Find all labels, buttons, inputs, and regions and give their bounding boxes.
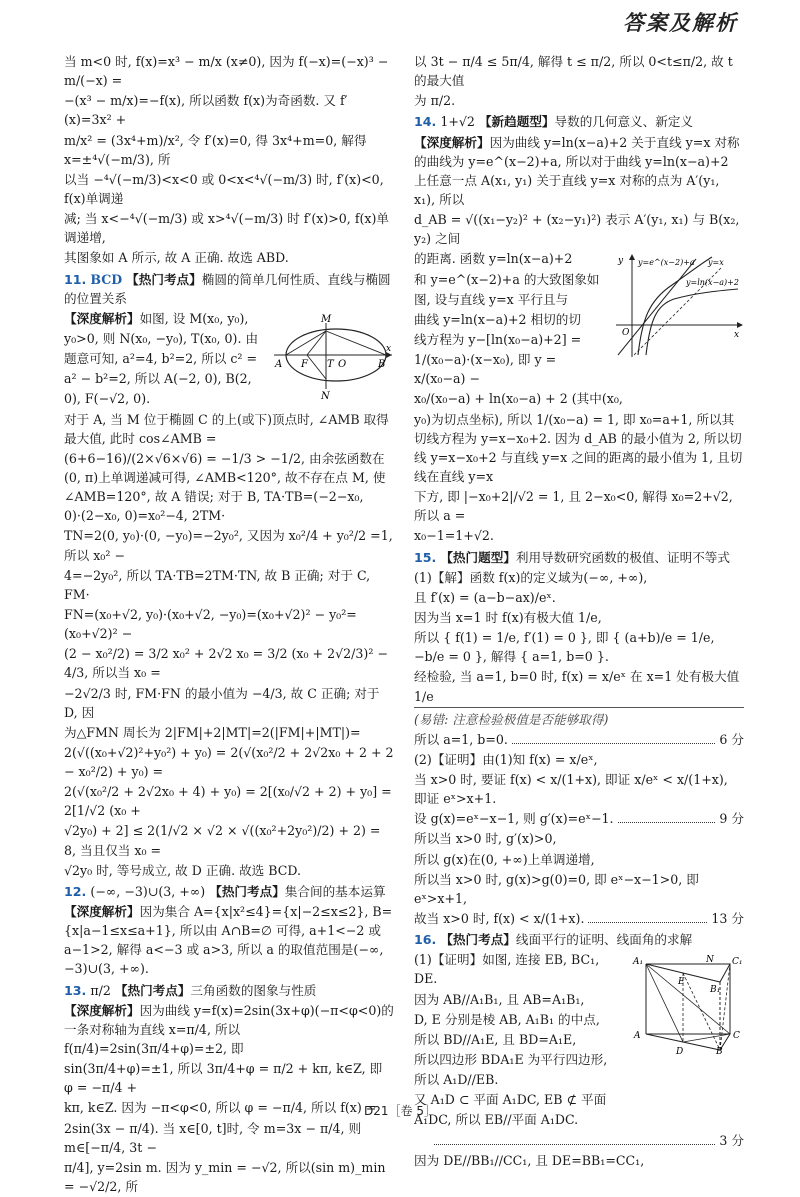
score-line bbox=[414, 1131, 744, 1150]
text-span: 因为曲线 y=f(x)=2sin(3x+φ)(−π<φ<0)的一条对称轴为直线 x=π/4, 所以 f(π/4)=2sin(3π/4+φ)=±2, 即 bbox=[64, 1002, 394, 1057]
text-line: 2(√((x₀+√2)²+y₀²) + y₀) = 2(√(x₀²/2 + 2√2x₀ + 2 + 2 − x₀²/2) + y₀) = bbox=[64, 744, 394, 780]
label-d: D bbox=[676, 1047, 684, 1057]
question-number: 12. bbox=[64, 883, 87, 899]
question-number: 11. bbox=[64, 271, 87, 287]
label-c: C bbox=[733, 1031, 740, 1042]
text-line: 且 f′(x) = (a−b−ax)/eˣ. bbox=[414, 589, 556, 605]
label-o: O bbox=[338, 358, 347, 370]
text-line-with-score bbox=[414, 809, 744, 828]
question-header bbox=[414, 112, 744, 131]
answer-value: π/2 bbox=[90, 982, 111, 998]
topic-text: 导数的几何意义、新定义 bbox=[554, 114, 694, 130]
error-note: (易错: 注意检验极值是否能够取得) bbox=[414, 707, 744, 729]
text-line: 因为当 x=1 时 f(x)有极大值 1/e, bbox=[414, 609, 602, 625]
dot-leader bbox=[588, 909, 707, 923]
question-header bbox=[64, 270, 394, 308]
ellipse-figure bbox=[272, 311, 394, 403]
text-line: x₀/(x₀−a) + ln(x₀−a) + 2 (其中(x₀, bbox=[414, 391, 623, 407]
text-line: 的距离. 函数 y=ln(x−a)+2 bbox=[414, 251, 573, 267]
label-c1: C₁ bbox=[732, 957, 743, 968]
question-14 bbox=[414, 112, 744, 545]
question-16 bbox=[414, 930, 744, 1170]
line-y-equals-x bbox=[618, 259, 696, 355]
topic-tag: 【新趋题型】 bbox=[478, 114, 555, 130]
label-t: T bbox=[327, 358, 334, 370]
text-line-with-score bbox=[414, 730, 744, 749]
label-yx: y=x bbox=[708, 258, 724, 268]
label-y: y bbox=[618, 256, 624, 267]
text-line: 2sin(3x − π/4). 当 x∈[0, t]时, 令 m=3x − π/4, 则 m∈[−π/4, 3t − bbox=[64, 1120, 362, 1155]
text-line: D, E 分别是棱 AB, A₁B₁ 的中点, bbox=[414, 1011, 600, 1027]
y-axis-arrow bbox=[629, 254, 635, 260]
text-line: 和 y=e^(x−2)+a 的大致图象如 bbox=[414, 271, 600, 287]
text-line: 当 m<0 时, f(x)=x³ − m/x (x≠0), 因为 f(−x)=(−x)³ − m/(−x) = bbox=[64, 54, 389, 89]
question-number: 14. bbox=[414, 114, 437, 130]
label-x: x bbox=[734, 330, 740, 341]
answer-value: 1+√2 bbox=[440, 114, 475, 130]
score-mark: 6 分 bbox=[719, 731, 744, 747]
prism-figure bbox=[632, 952, 744, 1056]
analysis-tag: 【深度解析】 bbox=[64, 310, 140, 326]
text-line: 以当 −⁴√(−m/3)<x<0 或 0<x<⁴√(−m/3) 时, f′(x)<0, f(x)单调递 bbox=[64, 171, 384, 206]
text-line: (2)【证明】由(1)知 f(x) = x/eˣ, bbox=[414, 751, 598, 767]
text-line: 曲线 y=ln(x−a)+2 相切的切 bbox=[414, 311, 581, 327]
question-header bbox=[414, 930, 744, 949]
text-line: (2 − x₀²/2) = 3/2 x₀² + 2√2 x₀ = 3/2 (x₀ + 2√2/3)² − 4/3, 所以当 x₀ = bbox=[64, 646, 388, 681]
text-line bbox=[64, 902, 394, 979]
topic-tag: 【热门考点】 bbox=[126, 271, 202, 287]
segment-fn bbox=[307, 355, 326, 379]
page-header-title: 答案及解析 bbox=[623, 11, 738, 35]
text-line: 经检验, 当 a=1, b=0 时, f(x) = x/eˣ 在 x=1 处有极大值 1/e bbox=[414, 669, 740, 704]
text-line: 又 A₁D ⊂ 平面 A₁DC, EB ⊄ 平面 bbox=[414, 1092, 607, 1108]
label-n: N bbox=[321, 390, 330, 402]
text-line: 图, 设与直线 y=x 平行且与 bbox=[414, 291, 569, 307]
score-mark: 3 分 bbox=[719, 1132, 744, 1148]
label-m: M bbox=[321, 313, 332, 325]
text-line: d_AB = √((x₁−y₂)² + (x₂−y₁)²) 表示 A′(y₁, x₁) 与 B(x₂, y₂) 之间 bbox=[414, 212, 740, 247]
text-line: 所以 { f(1) = 1/e, f′(1) = 0 }, 即 { (a+b)/e = 1/e, −b/e = 0 }, 解得 { a=1, b=0 }. bbox=[414, 630, 715, 665]
text-line: √2y₀) + 2] ≤ 2(1/√2 × √2 × √((x₀²+2y₀²)/2) + 2) = 8, 当且仅当 x₀ = bbox=[64, 823, 381, 858]
text-line: 题意可知, a²=4, b²=2, 所以 c² = bbox=[64, 351, 258, 367]
label-a: A bbox=[275, 358, 283, 370]
right-column bbox=[414, 52, 744, 1171]
log-curve bbox=[646, 289, 738, 355]
label-x: x bbox=[386, 343, 392, 354]
label-n: N bbox=[706, 955, 714, 966]
text-line: TN=2(0, y₀)·(0, −y₀)=−2y₀², 又因为 x₀²/4 + y₀²/2 =1, 所以 x₀² − bbox=[64, 528, 393, 563]
text-line: 所以当 x>0 时, g′(x)>0, bbox=[414, 831, 557, 847]
text-line: y₀)为切点坐标), 所以 1/(x₀−a) = 1, 即 x₀=a+1, 所以其切线方程为 y=x−x₀+2. 因为 d_AB 的最小值为 2, 所以切线 y=x−x₀+2 与直线 y=x 之间的距离的最小值为 1, 且切线在直线 y=x bbox=[414, 411, 743, 484]
label-o: O bbox=[622, 328, 630, 339]
label-a: A bbox=[634, 1031, 641, 1042]
question-12 bbox=[64, 882, 394, 979]
text-line bbox=[414, 133, 744, 210]
text-line: 减; 当 x<−⁴√(−m/3) 或 x>⁴√(−m/3) 时 f′(x)>0, f(x)单调递增, bbox=[64, 211, 390, 246]
text-line: 因为 AB//A₁B₁, 且 AB=A₁B₁, bbox=[414, 991, 585, 1007]
topic-tag: 【热门考点】 bbox=[209, 883, 285, 899]
page-footer: D21［卷 5］ bbox=[364, 1103, 436, 1118]
text-line: √2y₀ 时, 等号成立, 故 D 正确. 故选 BCD. bbox=[64, 862, 302, 878]
text-span: 设 g(x)=eˣ−x−1, 则 g′(x)=eˣ−1. bbox=[414, 811, 614, 827]
segment-a1d bbox=[646, 964, 683, 1042]
text-line: 所以 A₁D//EB. bbox=[414, 1072, 499, 1088]
text-line: π/4], y=2sin m. 因为 y_min = −√2, 所以(sin m)_min = −√2/2, 所 bbox=[64, 1159, 386, 1195]
dot-leader bbox=[512, 730, 715, 744]
text-line: A₁DC, 所以 EB//平面 A₁DC. bbox=[414, 1112, 579, 1128]
x-axis-arrow bbox=[737, 322, 743, 328]
q10-continuation bbox=[64, 52, 394, 268]
segment-bm bbox=[326, 331, 386, 355]
dot-leader bbox=[434, 1131, 715, 1145]
label-b: B bbox=[716, 1047, 723, 1057]
text-line: 为△FMN 周长为 2|FM|+2|MT|=2(|FM|+|MT|)= bbox=[64, 724, 361, 740]
text-line: −2√2/3 时, FM·FN 的最小值为 −4/3, 故 C 正确; 对于 D, 因 bbox=[64, 685, 380, 720]
text-line: 1/(x₀−a)·(x−x₀), 即 y = x/(x₀−a) − bbox=[414, 352, 557, 387]
text-span: 因为曲线 y=ln(x−a)+2 关于直线 y=x 对称的曲线为 y=e^(x−2)+a, 所以对于曲线 y=ln(x−a)+2 上任意一点 A(x₁, y₁) 关于直线 y=x 对称的点为 A′(y₁, x₁), 所以 bbox=[414, 134, 740, 207]
text-line: 对于 A, 当 M 位于椭圆 C 的上(或下)顶点时, ∠AMB 取得最大值, 此时 cos∠AMB = bbox=[64, 411, 389, 446]
score-mark: 13 分 bbox=[711, 911, 744, 927]
label-e: E bbox=[678, 977, 685, 988]
topic-text: 三角函数的图象与性质 bbox=[190, 982, 317, 998]
question-11 bbox=[64, 270, 394, 880]
text-line: 下方, 即 |−x₀+2|/√2 = 1, 且 2−x₀<0, 解得 x₀=2+√2, 所以 a = bbox=[414, 489, 733, 524]
question-number: 13. bbox=[64, 982, 87, 998]
text-line: kπ, k∈Z. 因为 −π<φ<0, 所以 φ = −π/4, 所以 f(x) = bbox=[64, 1100, 377, 1116]
text-line: 当 x>0 时, 要证 f(x) < x/(1+x), 即证 x/eˣ < x/(1+x), 即证 eˣ>x+1. bbox=[414, 772, 728, 807]
text-line: 4=−2y₀², 所以 TA·TB=2TM·TN, 故 B 正确; 对于 C, FM· bbox=[64, 567, 371, 602]
question-header bbox=[64, 981, 394, 1000]
curve-graph-figure bbox=[612, 251, 744, 361]
text-line: 0), F(−√2, 0). bbox=[64, 391, 151, 407]
text-line bbox=[64, 1001, 394, 1058]
text-span: 故当 x>0 时, f(x) < x/(1+x). bbox=[414, 911, 585, 927]
text-line: y₀>0, 则 N(x₀, −y₀), T(x₀, 0). 由 bbox=[64, 330, 259, 346]
text-line: 以 3t − π/4 ≤ 5π/4, 解得 t ≤ π/2, 所以 0<t≤π/2, 故 t 的最大值 bbox=[414, 54, 733, 89]
text-line: a² − b²=2, 所以 A(−2, 0), B(2, bbox=[64, 371, 252, 387]
topic-text: 线面平行的证明、线面角的求解 bbox=[515, 932, 693, 948]
topic-text: 椭圆的简单几何性质、直线与椭圆的位置关系 bbox=[64, 271, 391, 306]
text-span: 因为集合 A={x|x²≤4}={x|−2≤x≤2}, B={x|a−1≤x≤a+1}, 所以由 A∩B=∅ 可得, a+1<−2 或 a−1>2, 解得 a<−3 或 a>3, 所以 a 的取值范围是(−∞, −3)∪(3, +∞). bbox=[64, 904, 393, 977]
text-line: x₀−1=1+√2. bbox=[414, 528, 494, 544]
question-header bbox=[414, 548, 744, 567]
text-span: 如图, 设 M(x₀, y₀), bbox=[139, 310, 249, 326]
question-13 bbox=[64, 981, 394, 1197]
text-line: −(x³ − m/x)=−f(x), 所以函数 f(x)为奇函数. 又 f′(x)=3x² + bbox=[64, 93, 348, 128]
dot-leader bbox=[618, 809, 716, 823]
text-line: FN=(x₀+√2, y₀)·(x₀+√2, −y₀)=(x₀+√2)² − y₀²=(x₀+√2)² − bbox=[64, 606, 357, 642]
topic-tag: 【热门考点】 bbox=[440, 932, 516, 948]
question-number: 16. bbox=[414, 932, 437, 948]
label-log: y=ln(x−a)+2 bbox=[686, 278, 739, 288]
topic-text: 集合间的基本运算 bbox=[284, 883, 386, 899]
topic-tag: 【热门题型】 bbox=[440, 549, 516, 565]
answer-value: (−∞, −3)∪(3, +∞) bbox=[90, 883, 206, 899]
analysis-tag: 【深度解析】 bbox=[414, 134, 490, 150]
text-line: (1)【证明】如图, 连接 EB, BC₁, DE. bbox=[414, 952, 600, 987]
text-line: 2(√(x₀²/2 + 2√2x₀ + 4) + y₀) = 2[(x₀/√2 + 2) + y₀] = 2[1/√2 (x₀ + bbox=[64, 784, 392, 819]
text-line: 因为 DE//BB₁//CC₁, 且 DE=BB₁=CC₁, bbox=[414, 1152, 645, 1168]
text-line: m/x² = (3x⁴+m)/x², 令 f′(x)=0, 得 3x⁴+m=0, 解得 x=±⁴√(−m/3), 所 bbox=[64, 132, 367, 167]
label-exp: y=e^(x−2)+a bbox=[638, 258, 695, 268]
text-line: 其图象如 A 所示, 故 A 正确. 故选 ABD. bbox=[64, 250, 289, 266]
analysis-tag: 【深度解析】 bbox=[64, 904, 140, 920]
segment-dc bbox=[683, 1034, 730, 1042]
text-line: (6+6−16)/(2×√6×√6) = −1/3 > −1/2, 由余弦函数在(0, π)上单调递减可得, ∠AMB<120°, 故不存在点 M, 使∠AMB=120°, 故 A 错误; 对于 B, TA·TB=(−2−x₀, 0)·(2−x₀, 0)=x₀²−4, 2TM· bbox=[64, 450, 386, 524]
top-face bbox=[646, 964, 730, 982]
label-b1: B₁ bbox=[710, 985, 721, 996]
topic-tag: 【热门考点】 bbox=[114, 982, 191, 998]
text-line: sin(3π/4+φ)=±1, 所以 3π/4+φ = π/2 + kπ, k∈Z, 即 φ = −π/4 + bbox=[64, 1061, 383, 1096]
text-line: 所以 BD//A₁E, 且 BD=A₁E, bbox=[414, 1031, 577, 1047]
question-number: 15. bbox=[414, 549, 437, 565]
segment-fm bbox=[307, 331, 326, 355]
text-line: (1)【解】函数 f(x)的定义域为(−∞, +∞), bbox=[414, 569, 648, 585]
text-line: 所以当 x>0 时, g(x)>g(0)=0, 即 eˣ−x−1>0, 即 eˣ>x+1, bbox=[414, 871, 699, 906]
analysis-tag: 【深度解析】 bbox=[64, 1002, 140, 1018]
score-mark: 9 分 bbox=[719, 811, 744, 827]
label-b: B bbox=[378, 358, 386, 370]
text-span: 所以 a=1, b=0. bbox=[414, 731, 508, 747]
label-f: F bbox=[301, 358, 308, 370]
left-column bbox=[64, 52, 394, 1197]
answer-value: BCD bbox=[90, 271, 123, 287]
text-line: 所以四边形 BDA₁E 为平行四边形, bbox=[414, 1052, 608, 1068]
label-a1: A₁ bbox=[633, 957, 644, 968]
text-line-with-score bbox=[414, 909, 744, 928]
text-line: 为 π/2. bbox=[414, 93, 456, 109]
topic-text: 利用导数研究函数的极值、证明不等式 bbox=[515, 549, 730, 565]
text-line: 线方程为 y−[ln(x₀−a)+2] = bbox=[414, 331, 582, 347]
question-header bbox=[64, 882, 394, 901]
question-15 bbox=[414, 548, 744, 929]
text-line: 所以 g(x)在(0, +∞)上单调递增, bbox=[414, 851, 595, 867]
